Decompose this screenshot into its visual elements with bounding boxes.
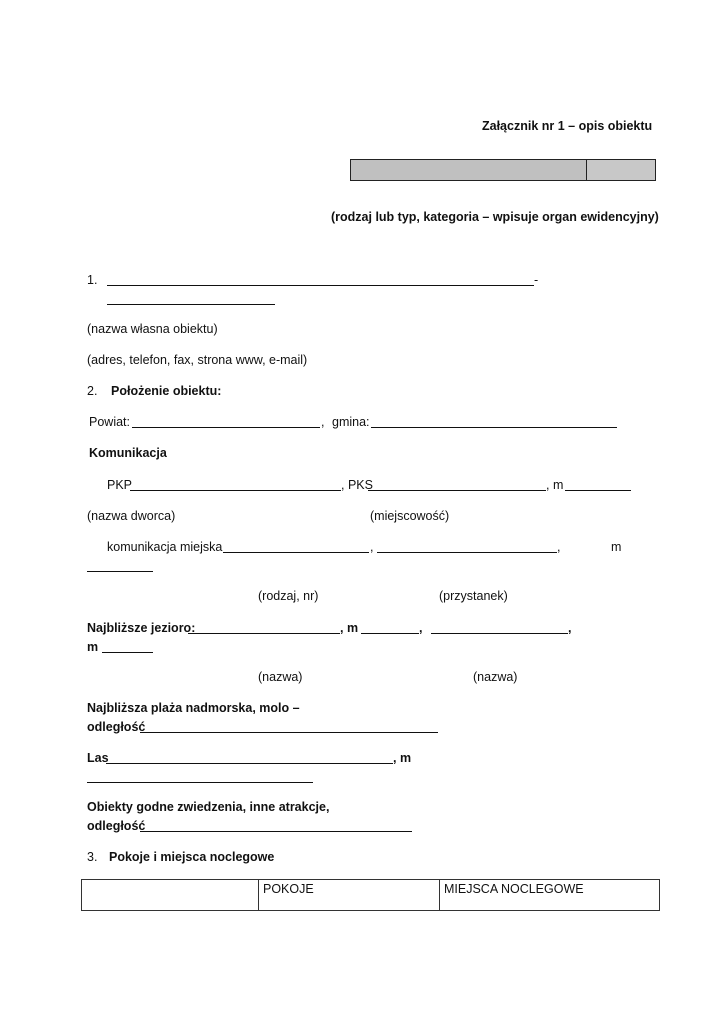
type-nr-label: (rodzaj, nr) — [258, 589, 319, 603]
lake-m2-field[interactable] — [102, 652, 153, 653]
pks-m-field[interactable] — [565, 490, 631, 491]
lake-m-label: , m — [340, 621, 359, 635]
lake-comma-1: , — [419, 621, 423, 635]
section-2-number: 2. — [87, 384, 98, 398]
powiat-comma: , — [321, 415, 325, 429]
lake-name-label-2: (nazwa) — [473, 670, 518, 684]
lake-m-field[interactable] — [361, 633, 419, 634]
powiat-label: Powiat: — [89, 415, 130, 429]
lake-label: Najbliższe jezioro: — [87, 621, 196, 635]
object-name-line-2[interactable] — [107, 304, 275, 305]
gmina-field[interactable] — [371, 427, 617, 428]
pkp-label: PKP — [107, 478, 133, 492]
beach-distance-label: odległość — [87, 720, 146, 734]
attractions-label: Obiekty godne zwiedzenia, inne atrakcje, — [87, 800, 330, 814]
rooms-table-header-pokoje[interactable]: POKOJE — [259, 880, 440, 911]
city-transport-stop-field[interactable] — [377, 552, 557, 553]
rooms-table-header-miejsca[interactable]: MIEJSCA NOCLEGOWE — [440, 880, 660, 911]
lake-name-field[interactable] — [188, 633, 340, 634]
object-name-dash: - — [534, 273, 539, 287]
city-transport-label: komunikacja miejska — [107, 540, 223, 554]
lake-m2-label: m — [87, 640, 99, 654]
forest-m-label: , m — [393, 751, 412, 765]
pkp-field[interactable] — [130, 490, 341, 491]
classification-box — [350, 159, 656, 181]
lake-name-field-2[interactable] — [431, 633, 568, 634]
section-3-number: 3. — [87, 850, 98, 864]
gmina-label: gmina: — [332, 415, 370, 429]
lake-comma-2: , — [568, 621, 572, 635]
town-label: (miejscowość) — [370, 509, 450, 523]
city-transport-m-field[interactable] — [87, 571, 153, 572]
komunikacja-heading: Komunikacja — [89, 446, 167, 460]
stop-label: (przystanek) — [439, 589, 508, 603]
beach-label: Najbliższa plaża nadmorska, molo – — [87, 701, 300, 715]
station-name-label: (nazwa dworca) — [87, 509, 176, 523]
classification-box-right-cell — [587, 160, 655, 180]
object-name-line-1[interactable] — [107, 285, 534, 286]
object-address-label: (adres, telefon, fax, strona www, e-mail) — [87, 353, 308, 367]
lake-name-label: (nazwa) — [258, 670, 303, 684]
pks-field[interactable] — [368, 490, 546, 491]
object-name-label: (nazwa własna obiektu) — [87, 322, 218, 336]
rooms-table-empty-header[interactable] — [82, 880, 259, 911]
beach-distance-field[interactable] — [140, 732, 438, 733]
pks-label: , PKS — [341, 478, 373, 492]
section-1-number: 1. — [87, 273, 98, 287]
city-transport-comma-2: , — [557, 540, 561, 554]
section-2-heading: Położenie obiektu: — [111, 384, 222, 398]
attractions-distance-label: odległość — [87, 819, 146, 833]
forest-label: Las — [87, 751, 109, 765]
city-transport-comma-1: , — [370, 540, 374, 554]
classification-box-divider — [586, 160, 587, 180]
rooms-table — [81, 879, 660, 911]
city-transport-m-label: m — [611, 540, 622, 554]
classification-note: (rodzaj lub typ, kategoria – wpisuje organ ewidencyjny) — [331, 210, 659, 224]
forest-name-field[interactable] — [106, 763, 393, 764]
city-transport-type-field[interactable] — [223, 552, 369, 553]
powiat-field[interactable] — [132, 427, 320, 428]
table-row — [82, 880, 660, 911]
forest-m-field[interactable] — [87, 782, 313, 783]
document-title: Załącznik nr 1 – opis obiektu — [482, 119, 653, 133]
pks-m-label: , m — [546, 478, 564, 492]
attractions-distance-field[interactable] — [140, 831, 412, 832]
section-3-heading: Pokoje i miejsca noclegowe — [109, 850, 275, 864]
